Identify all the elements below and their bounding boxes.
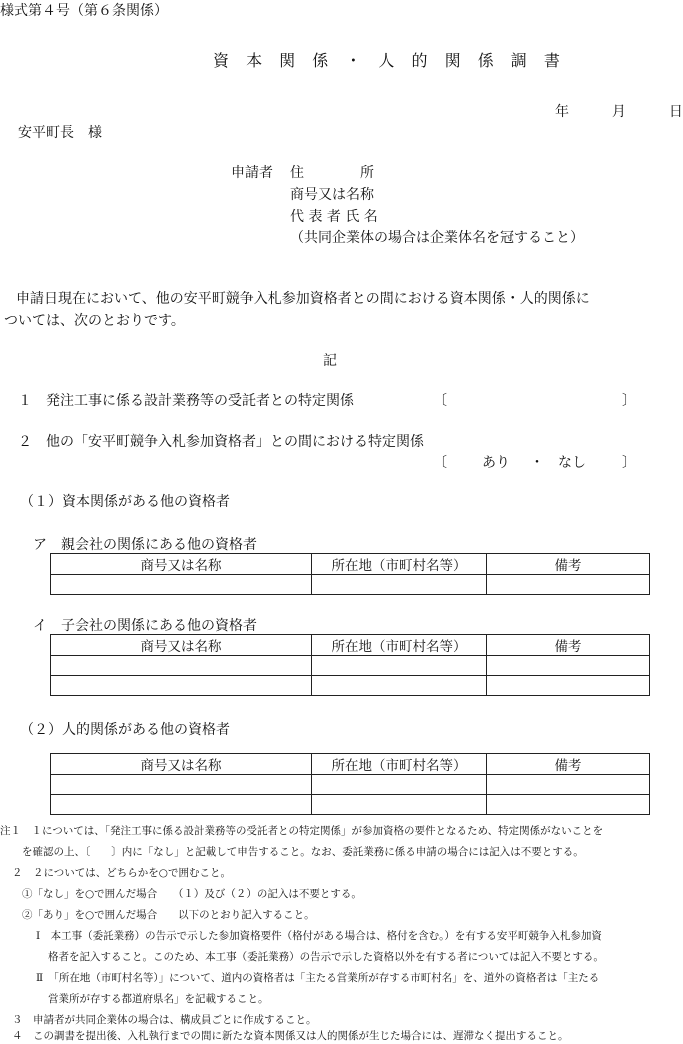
cell-remarks[interactable]	[487, 775, 650, 795]
item2-ari: あり	[482, 455, 510, 471]
cell-remarks[interactable]	[487, 795, 650, 815]
document-title: 資 本 関 係 ・ 人 的 関 係 調 書	[213, 51, 566, 70]
cell-company[interactable]	[51, 676, 312, 696]
header-remarks: 備考	[487, 635, 650, 656]
table-subsidiaries	[50, 634, 650, 696]
intro-line-2: ついては、次のとおりです。	[4, 313, 185, 329]
cell-location[interactable]	[312, 575, 487, 595]
note-2: ２ ２については、どちらかを○で囲むこと。	[12, 867, 231, 879]
cell-remarks[interactable]	[487, 676, 650, 696]
date-day: 日	[668, 104, 683, 120]
cell-location[interactable]	[312, 795, 487, 815]
cell-location[interactable]	[312, 775, 487, 795]
date-month: 月	[611, 104, 626, 120]
ki-heading: 記	[323, 353, 337, 369]
applicant-representative-label: 代 表 者 氏 名	[290, 209, 378, 225]
applicant-company-label: 商号又は名称	[290, 187, 374, 203]
table-header-row	[51, 754, 650, 775]
item2-text: ２ 他の「安平町競争入札参加資格者」との間における特定関係	[18, 434, 424, 450]
note-1-line-2: を確認の上、〔 〕内に「なし」と記載して申告すること。なお、委託業務に係る申請の場合には記入は不要とする。	[22, 846, 584, 858]
section2-heading: （２）人的関係がある他の資格者	[20, 722, 230, 738]
header-company: 商号又は名称	[51, 635, 312, 656]
date-line	[555, 101, 683, 121]
note-3: ３ 申請者が共同企業体の場合は、構成員ごとに作成すること。	[12, 1014, 317, 1026]
cell-company[interactable]	[51, 775, 312, 795]
note-2-option-1: ①「なし」を○で囲んだ場合 （１）及び（２）の記入は不要とする。	[22, 888, 362, 900]
note-2-i-line-2: 格者を記入すること。このため、本工事（委託業務）の告示で示した資格以外を有する者については記入不要とする。	[48, 951, 604, 963]
table-row	[51, 676, 650, 696]
note-1-line-1: 注１ １については、「発注工事に係る設計業務等の受託者との特定関係」が参加資格の要件となるため、特定関係がないことを	[0, 825, 604, 837]
header-location: 所在地（市町村名等）	[312, 554, 487, 575]
table-header-row	[51, 554, 650, 575]
intro-line-1: 申請日現在において、他の安平町競争入札参加資格者との間における資本関係・人的関係に	[16, 291, 590, 307]
note-4: ４ この調書を提出後、入札執行までの間に新たな資本関係又は人的関係が生じた場合には、遅滞なく提出すること。	[12, 1030, 569, 1042]
note-2-option-2: ②「あり」を○で囲んだ場合 以下のとおり記入すること。	[22, 909, 315, 921]
applicant-label: 申請者	[231, 165, 273, 181]
table-personal-relations	[50, 753, 650, 815]
cell-remarks[interactable]	[487, 656, 650, 676]
cell-location[interactable]	[312, 656, 487, 676]
cell-company[interactable]	[51, 795, 312, 815]
section1-heading: （１）資本関係がある他の資格者	[20, 494, 230, 510]
header-location: 所在地（市町村名等）	[312, 635, 487, 656]
item2-nashi: なし	[558, 455, 586, 471]
section1-sub-i: イ 子会社の関係にある他の資格者	[33, 618, 257, 634]
table-parent-companies	[50, 553, 650, 595]
date-year: 年	[555, 104, 569, 120]
item2-bracket-open: 〔	[433, 455, 447, 471]
header-remarks: 備考	[487, 754, 650, 775]
table-header-row	[51, 635, 650, 656]
applicant-address-label: 住 所	[290, 165, 374, 181]
header-location: 所在地（市町村名等）	[312, 754, 487, 775]
item1-bracket-open: 〔	[433, 393, 447, 409]
note-2-ii-line-2: 営業所が存する都道府県名」を記載すること。	[48, 993, 269, 1005]
table-row	[51, 656, 650, 676]
cell-company[interactable]	[51, 656, 312, 676]
note-2-ii-line-1: Ⅱ 「所在地（市町村名等）」について、道内の資格者は「主たる営業所が存する市町村名」を、道外の資格者は「主たる	[36, 972, 600, 984]
table-row	[51, 775, 650, 795]
note-2-i-line-1: Ⅰ 本工事（委託業務）の告示で示した参加資格要件（格付がある場合は、格付を含む。）を有する安平町競争入札参加資	[36, 930, 602, 942]
item2-dot: ・	[530, 455, 544, 471]
cell-remarks[interactable]	[487, 575, 650, 595]
header-company: 商号又は名称	[51, 554, 312, 575]
header-company: 商号又は名称	[51, 754, 312, 775]
table-row	[51, 575, 650, 595]
addressee: 安平町長 様	[18, 125, 102, 141]
cell-company[interactable]	[51, 575, 312, 595]
applicant-jv-note: （共同企業体の場合は企業体名を冠すること）	[290, 230, 584, 246]
table-row	[51, 795, 650, 815]
header-remarks: 備考	[487, 554, 650, 575]
cell-location[interactable]	[312, 676, 487, 696]
item1-bracket-close: 〕	[622, 393, 636, 409]
item2-bracket-close: 〕	[622, 455, 636, 471]
form-number: 様式第４号（第６条関係）	[0, 3, 168, 19]
item1-text: １ 発注工事に係る設計業務等の受託者との特定関係	[18, 393, 354, 409]
section1-sub-a: ア 親会社の関係にある他の資格者	[33, 537, 257, 553]
